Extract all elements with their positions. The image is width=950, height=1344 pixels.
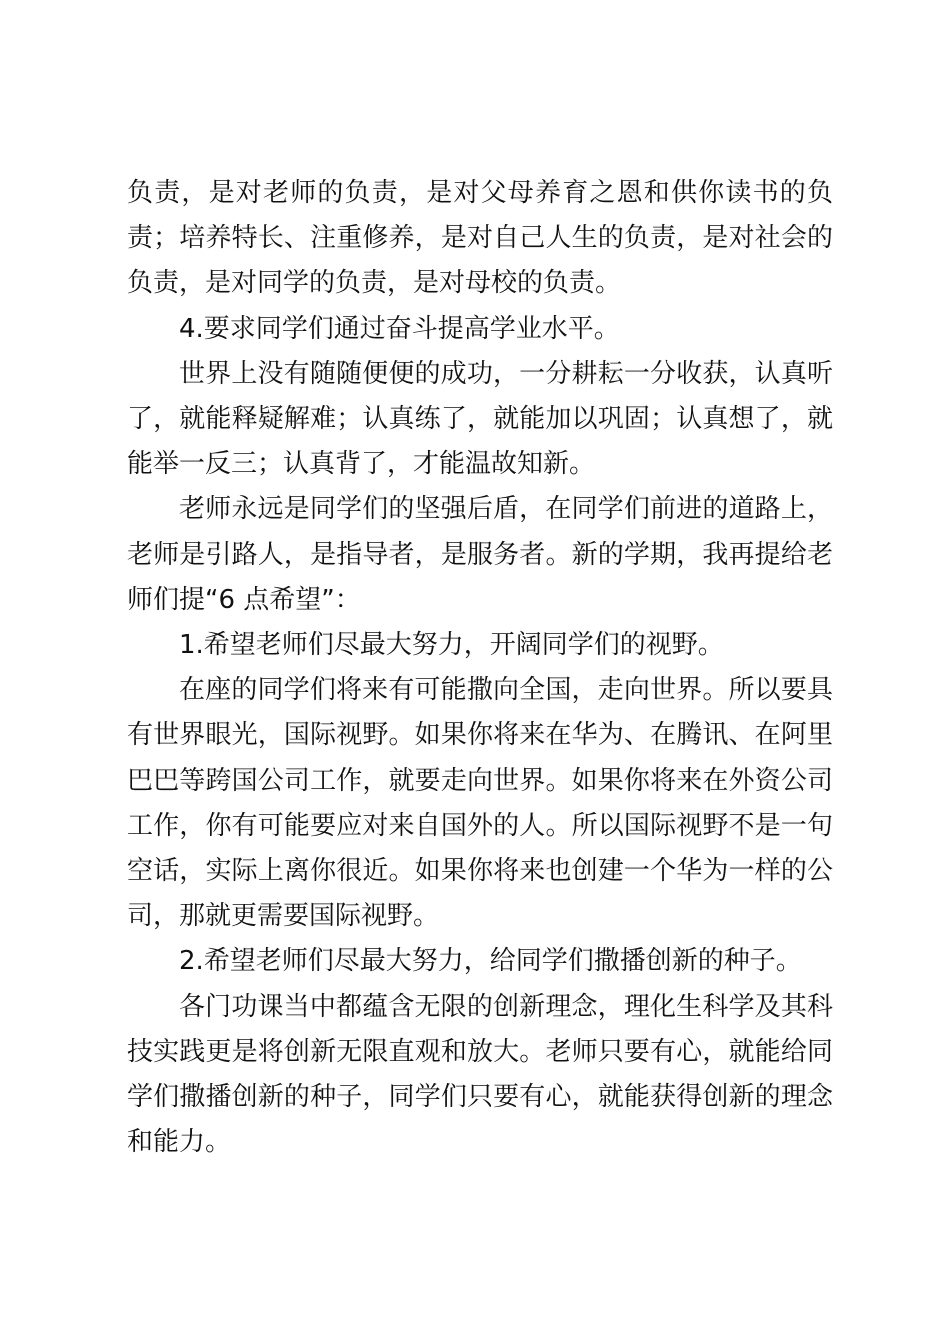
paragraph-success: 世界上没有随随便便的成功，一分耕耘一分收获，认真听了，就能释疑解难；认真练了，就能加以巩固；认真想了，就能举一反三；认真背了，才能温故知新。 [127, 358, 833, 480]
paragraph-responsibility-continued: 负责，是对老师的负责，是对父母养育之恩和供你读书的负责；培养特长、注重修养，是对自己人生的负责，是对社会的负责，是对同学的负责，是对母校的负责。 [127, 178, 833, 299]
paragraph-teachers-support: 老师永远是同学们的坚强后盾，在同学们前进的道路上，老师是引路人，是指导者，是服务者。新的学期，我再提给老师们提“6 点希望”： [127, 494, 833, 615]
paragraph-hope-1: 1.希望老师们尽最大努力，开阔同学们的视野。 [179, 630, 724, 661]
paragraph-hope-2: 2.希望老师们尽最大努力，给同学们撒播创新的种子。 [179, 946, 802, 977]
paragraph-innovation: 各门功课当中都蕴含无限的创新理念，理化生科学及其科技实践更是将创新无限直观和放大。老师只要有心，就能给同学们撒播创新的种子，同学们只要有心，就能获得创新的理念和能力。 [127, 991, 833, 1158]
document-body [127, 171, 833, 1165]
paragraph-international-vision: 在座的同学们将来有可能撒向全国，走向世界。所以要具有世界眼光，国际视野。如果你将来在华为、在腾讯、在阿里巴巴等跨国公司工作，就要走向世界。如果你将来在外资公司工作，你有可能要应对来自国外的人。所以国际视野不是一句空话，实际上离你很近。如果你将来也创建一个华为一样的公司，那就更需要国际视野。 [127, 675, 833, 932]
paragraph-heading-4: 4.要求同学们通过奋斗提高学业水平。 [179, 313, 620, 344]
